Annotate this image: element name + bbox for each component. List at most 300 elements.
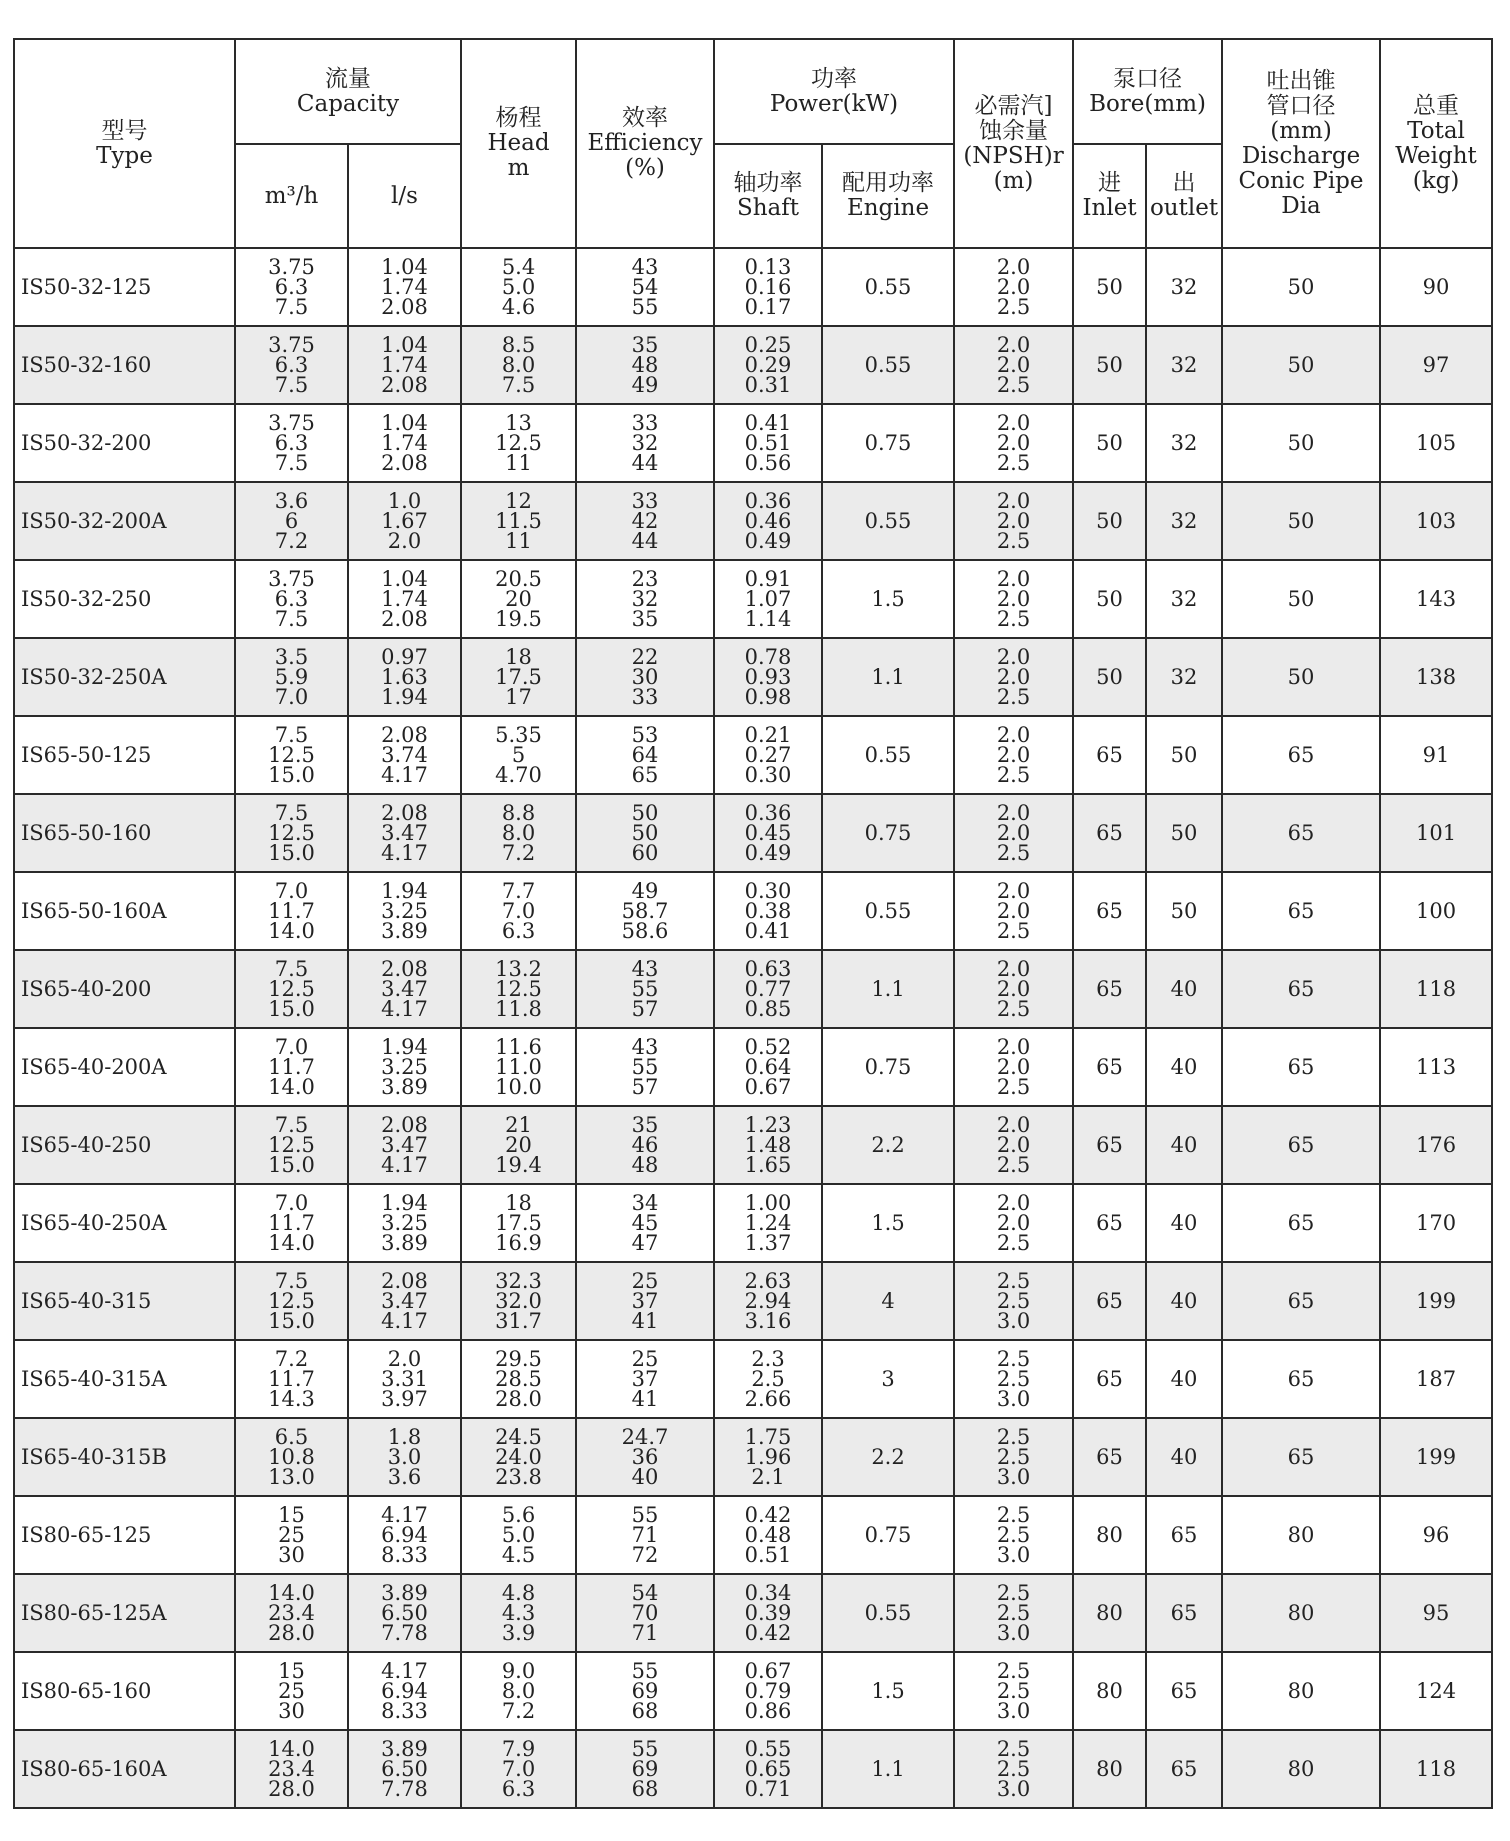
cell-capacity-ls-value: 3.6 [387, 1465, 422, 1489]
cell-npsh [954, 1418, 1073, 1496]
cell-capacity-ls-value: 2.08 [381, 373, 428, 397]
header-capacity-m3h: m³/h [235, 144, 348, 248]
cell-type: IS65-50-125 [14, 716, 235, 794]
cell-efficiency-value: 32 [631, 431, 659, 455]
cell-head-value: 8.8 [501, 801, 536, 825]
cell-inlet: 65 [1073, 950, 1146, 1028]
cell-efficiency [576, 1418, 714, 1496]
cell-npsh-value: 2.0 [996, 1055, 1031, 1079]
cell-head [461, 950, 576, 1028]
cell-capacity-ls [348, 1652, 461, 1730]
cell-npsh [954, 794, 1073, 872]
cell-outlet: 32 [1146, 248, 1222, 326]
cell-npsh [954, 1340, 1073, 1418]
cell-type: IS65-40-315 [14, 1262, 235, 1340]
table-row [14, 1730, 1492, 1808]
cell-head-value: 12.5 [495, 977, 542, 1001]
cell-capacity-m3h-value: 7.5 [274, 373, 309, 397]
cell-npsh [954, 248, 1073, 326]
cell-efficiency [576, 872, 714, 950]
cell-shaft-power-value: 1.24 [744, 1211, 792, 1235]
cell-capacity-m3h-value: 15.0 [268, 763, 315, 787]
cell-shaft-power-value: 0.36 [744, 489, 792, 513]
cell-efficiency-value: 35 [631, 607, 659, 631]
cell-shaft-power-value: 1.23 [744, 1113, 792, 1137]
cell-capacity-ls-value: 1.74 [381, 275, 428, 299]
cell-capacity-m3h-value: 7.5 [274, 723, 309, 747]
header-head: 杨程 Head m [461, 39, 576, 248]
cell-npsh-value: 2.0 [996, 353, 1031, 377]
cell-shaft-power [714, 560, 822, 638]
cell-inlet: 50 [1073, 482, 1146, 560]
cell-npsh-value: 2.0 [996, 743, 1031, 767]
cell-head [461, 872, 576, 950]
cell-shaft-power [714, 1262, 822, 1340]
cell-capacity-m3h-value: 30 [278, 1699, 305, 1723]
cell-capacity-m3h-value: 12.5 [268, 1133, 315, 1157]
cell-capacity-m3h-value: 7.5 [274, 957, 309, 981]
cell-engine-power: 1.5 [822, 560, 954, 638]
cell-head-value: 5.6 [501, 1503, 536, 1527]
cell-capacity-ls-value: 2.08 [381, 1113, 428, 1137]
cell-weight: 143 [1380, 560, 1492, 638]
cell-outlet: 65 [1146, 1574, 1222, 1652]
cell-npsh-value: 2.5 [996, 607, 1031, 631]
cell-shaft-power [714, 1106, 822, 1184]
header-type: 型号 Type [14, 39, 235, 248]
cell-capacity-ls [348, 326, 461, 404]
cell-efficiency-value: 71 [631, 1523, 659, 1547]
cell-shaft-power-value: 0.79 [744, 1679, 792, 1703]
cell-capacity-ls [348, 560, 461, 638]
cell-efficiency-value: 32 [631, 587, 659, 611]
cell-inlet: 65 [1073, 1262, 1146, 1340]
cell-capacity-m3h-value: 12.5 [268, 1289, 315, 1313]
cell-capacity-m3h-value: 7.5 [274, 801, 309, 825]
cell-discharge: 50 [1222, 482, 1380, 560]
cell-shaft-power-value: 0.85 [744, 997, 792, 1021]
cell-discharge: 80 [1222, 1496, 1380, 1574]
cell-head-value: 7.0 [501, 1757, 536, 1781]
table-row [14, 326, 1492, 404]
cell-engine-power: 0.55 [822, 1574, 954, 1652]
cell-type: IS50-32-200 [14, 404, 235, 482]
header-capacity: 流量 Capacity [235, 39, 461, 144]
cell-discharge: 50 [1222, 326, 1380, 404]
table-row [14, 404, 1492, 482]
cell-efficiency-value: 36 [631, 1445, 659, 1469]
cell-shaft-power-value: 0.17 [744, 295, 792, 319]
cell-efficiency-value: 57 [631, 997, 659, 1021]
cell-engine-power: 0.75 [822, 794, 954, 872]
cell-efficiency-value: 68 [631, 1777, 659, 1801]
table-row [14, 1340, 1492, 1418]
cell-type: IS65-40-250A [14, 1184, 235, 1262]
cell-npsh-value: 2.5 [996, 919, 1031, 943]
cell-head-value: 7.2 [501, 1699, 536, 1723]
cell-npsh-value: 2.5 [996, 1153, 1031, 1177]
cell-outlet: 50 [1146, 716, 1222, 794]
table-row [14, 794, 1492, 872]
cell-efficiency [576, 1340, 714, 1418]
cell-capacity-m3h [235, 1340, 348, 1418]
cell-capacity-m3h-value: 14.0 [268, 1737, 315, 1761]
cell-outlet: 40 [1146, 950, 1222, 1028]
cell-capacity-ls-value: 8.33 [381, 1699, 428, 1723]
cell-weight: 95 [1380, 1574, 1492, 1652]
cell-capacity-ls-value: 6.94 [381, 1679, 428, 1703]
cell-shaft-power-value: 2.63 [744, 1269, 792, 1293]
cell-shaft-power-value: 0.34 [744, 1581, 792, 1605]
cell-npsh [954, 404, 1073, 482]
cell-capacity-ls-value: 1.94 [381, 1035, 428, 1059]
cell-capacity-ls-value: 4.17 [381, 1659, 428, 1683]
cell-capacity-m3h-value: 7.5 [274, 1113, 309, 1137]
cell-inlet: 65 [1073, 1340, 1146, 1418]
header-npsh: 必需汽] 蚀余量 (NPSH)r (m) [954, 39, 1073, 248]
cell-weight: 187 [1380, 1340, 1492, 1418]
table-row [14, 1106, 1492, 1184]
cell-outlet: 40 [1146, 1262, 1222, 1340]
cell-capacity-ls-value: 1.63 [381, 665, 428, 689]
cell-capacity-m3h [235, 482, 348, 560]
cell-discharge: 65 [1222, 872, 1380, 950]
cell-efficiency-value: 34 [631, 1191, 659, 1215]
cell-shaft-power-value: 0.45 [744, 821, 792, 845]
cell-efficiency [576, 326, 714, 404]
table-body [14, 248, 1492, 1808]
cell-npsh-value: 2.5 [996, 529, 1031, 553]
cell-efficiency-value: 58.7 [621, 899, 669, 923]
cell-capacity-ls-value: 4.17 [381, 841, 428, 865]
cell-capacity-m3h-value: 12.5 [268, 743, 315, 767]
cell-head-value: 7.7 [501, 879, 536, 903]
cell-head-value: 5.0 [501, 1523, 536, 1547]
cell-efficiency-value: 35 [631, 333, 659, 357]
cell-engine-power: 0.55 [822, 716, 954, 794]
cell-shaft-power-value: 0.46 [744, 509, 792, 533]
cell-weight: 176 [1380, 1106, 1492, 1184]
cell-capacity-ls-value: 1.04 [381, 411, 428, 435]
cell-head-value: 20 [505, 1133, 532, 1157]
header-bore: 泵口径 Bore(mm) [1073, 39, 1222, 144]
cell-head-value: 13 [505, 411, 532, 435]
cell-capacity-m3h-value: 3.6 [274, 489, 309, 513]
cell-npsh [954, 638, 1073, 716]
cell-capacity-ls-value: 1.94 [381, 879, 428, 903]
cell-shaft-power [714, 1340, 822, 1418]
cell-head-value: 9.0 [501, 1659, 536, 1683]
cell-capacity-ls-value: 3.25 [381, 899, 428, 923]
cell-head [461, 638, 576, 716]
cell-capacity-m3h [235, 1652, 348, 1730]
cell-inlet: 80 [1073, 1496, 1146, 1574]
cell-npsh-value: 2.5 [996, 1347, 1031, 1371]
cell-head-value: 19.4 [495, 1153, 542, 1177]
cell-outlet: 32 [1146, 482, 1222, 560]
cell-npsh-value: 2.5 [996, 451, 1031, 475]
cell-shaft-power-value: 0.42 [744, 1503, 792, 1527]
cell-shaft-power-value: 0.38 [744, 899, 792, 923]
cell-shaft-power [714, 326, 822, 404]
table-row [14, 1184, 1492, 1262]
cell-npsh-value: 2.5 [996, 1581, 1031, 1605]
cell-capacity-ls [348, 1730, 461, 1808]
cell-capacity-m3h-value: 7.0 [274, 685, 309, 709]
cell-shaft-power-value: 1.75 [744, 1425, 792, 1449]
cell-npsh-value: 2.5 [996, 1075, 1031, 1099]
cell-head-value: 11.0 [495, 1055, 542, 1079]
cell-engine-power: 2.2 [822, 1418, 954, 1496]
cell-npsh [954, 1652, 1073, 1730]
cell-outlet: 40 [1146, 1106, 1222, 1184]
cell-outlet: 65 [1146, 1496, 1222, 1574]
cell-efficiency [576, 1106, 714, 1184]
cell-capacity-ls-value: 3.89 [381, 919, 428, 943]
cell-shaft-power [714, 1418, 822, 1496]
cell-weight: 91 [1380, 716, 1492, 794]
cell-efficiency [576, 794, 714, 872]
cell-discharge: 80 [1222, 1730, 1380, 1808]
cell-npsh-value: 2.0 [996, 957, 1031, 981]
table-row [14, 248, 1492, 326]
cell-head-value: 7.9 [501, 1737, 536, 1761]
cell-npsh-value: 2.5 [996, 841, 1031, 865]
cell-shaft-power [714, 950, 822, 1028]
cell-head [461, 1652, 576, 1730]
cell-capacity-ls-value: 2.08 [381, 295, 428, 319]
cell-capacity-ls [348, 482, 461, 560]
cell-engine-power: 1.5 [822, 1652, 954, 1730]
cell-discharge: 65 [1222, 950, 1380, 1028]
cell-capacity-m3h-value: 15 [278, 1659, 305, 1683]
cell-capacity-m3h-value: 15.0 [268, 1153, 315, 1177]
cell-type: IS65-40-315A [14, 1340, 235, 1418]
cell-outlet: 40 [1146, 1418, 1222, 1496]
cell-npsh-value: 2.5 [996, 685, 1031, 709]
cell-inlet: 65 [1073, 1028, 1146, 1106]
cell-inlet: 50 [1073, 404, 1146, 482]
cell-capacity-m3h-value: 11.7 [268, 1367, 315, 1391]
cell-capacity-m3h [235, 1496, 348, 1574]
cell-engine-power: 0.75 [822, 1496, 954, 1574]
cell-capacity-ls-value: 1.74 [381, 431, 428, 455]
cell-npsh-value: 2.5 [996, 1231, 1031, 1255]
cell-head-value: 12.5 [495, 431, 542, 455]
cell-shaft-power-value: 2.3 [751, 1347, 785, 1371]
cell-head [461, 1106, 576, 1184]
cell-efficiency-value: 30 [631, 665, 659, 689]
cell-inlet: 50 [1073, 560, 1146, 638]
cell-head [461, 1730, 576, 1808]
cell-capacity-m3h-value: 7.0 [274, 879, 309, 903]
cell-efficiency-value: 24.7 [621, 1425, 669, 1449]
cell-weight: 124 [1380, 1652, 1492, 1730]
cell-efficiency-value: 37 [631, 1289, 659, 1313]
cell-type: IS65-50-160 [14, 794, 235, 872]
cell-capacity-m3h-value: 14.0 [268, 1231, 315, 1255]
cell-head-value: 24.5 [495, 1425, 542, 1449]
cell-efficiency-value: 43 [631, 957, 659, 981]
cell-head [461, 1262, 576, 1340]
cell-efficiency-value: 57 [631, 1075, 659, 1099]
cell-efficiency-value: 43 [631, 255, 659, 279]
cell-head-value: 7.2 [501, 841, 536, 865]
cell-type: IS50-32-250A [14, 638, 235, 716]
cell-npsh-value: 2.5 [996, 1503, 1031, 1527]
cell-capacity-m3h-value: 11.7 [268, 1211, 315, 1235]
cell-shaft-power [714, 1652, 822, 1730]
cell-head-value: 11.5 [495, 509, 542, 533]
cell-capacity-ls [348, 1574, 461, 1652]
cell-head-value: 32.0 [495, 1289, 542, 1313]
cell-head-value: 4.8 [501, 1581, 536, 1605]
cell-capacity-m3h [235, 326, 348, 404]
cell-efficiency [576, 1574, 714, 1652]
cell-shaft-power [714, 1028, 822, 1106]
cell-efficiency [576, 248, 714, 326]
cell-npsh [954, 1730, 1073, 1808]
cell-shaft-power-value: 0.36 [744, 801, 792, 825]
cell-inlet: 65 [1073, 1184, 1146, 1262]
cell-head-value: 11 [505, 529, 532, 553]
cell-capacity-ls-value: 3.47 [381, 1133, 428, 1157]
cell-weight: 118 [1380, 1730, 1492, 1808]
cell-capacity-ls-value: 3.25 [381, 1055, 428, 1079]
cell-head-value: 17 [505, 685, 532, 709]
cell-efficiency-value: 40 [631, 1465, 659, 1489]
cell-shaft-power-value: 0.71 [744, 1777, 792, 1801]
cell-capacity-m3h-value: 7.5 [274, 1269, 309, 1293]
cell-npsh [954, 872, 1073, 950]
cell-npsh-value: 2.0 [996, 1113, 1031, 1137]
cell-efficiency-value: 47 [631, 1231, 659, 1255]
cell-capacity-m3h [235, 794, 348, 872]
header-power: 功率 Power(kW) [714, 39, 954, 144]
cell-head-value: 4.3 [501, 1601, 536, 1625]
cell-engine-power: 3 [822, 1340, 954, 1418]
cell-npsh-value: 2.0 [996, 723, 1031, 747]
cell-capacity-m3h-value: 7.5 [274, 607, 309, 631]
cell-capacity-m3h-value: 12.5 [268, 821, 315, 845]
cell-shaft-power-value: 1.00 [744, 1191, 792, 1215]
cell-efficiency-value: 35 [631, 1113, 659, 1137]
cell-capacity-m3h [235, 1418, 348, 1496]
cell-type: IS65-50-160A [14, 872, 235, 950]
cell-npsh-value: 2.5 [996, 1679, 1031, 1703]
cell-efficiency-value: 37 [631, 1367, 659, 1391]
cell-npsh-value: 2.5 [996, 1659, 1031, 1683]
cell-head-value: 20 [505, 587, 532, 611]
cell-head-value: 24.0 [495, 1445, 542, 1469]
cell-head-value: 23.8 [495, 1465, 542, 1489]
cell-capacity-ls-value: 2.08 [381, 957, 428, 981]
cell-capacity-ls-value: 1.74 [381, 587, 428, 611]
cell-efficiency-value: 55 [631, 1055, 659, 1079]
cell-efficiency-value: 69 [631, 1757, 659, 1781]
cell-engine-power: 0.55 [822, 482, 954, 560]
cell-inlet: 80 [1073, 1730, 1146, 1808]
cell-efficiency-value: 46 [631, 1133, 659, 1157]
cell-capacity-m3h [235, 248, 348, 326]
cell-capacity-ls-value: 0.97 [381, 645, 428, 669]
cell-inlet: 65 [1073, 1418, 1146, 1496]
cell-inlet: 80 [1073, 1574, 1146, 1652]
cell-shaft-power-value: 0.39 [744, 1601, 792, 1625]
cell-outlet: 32 [1146, 326, 1222, 404]
cell-weight: 113 [1380, 1028, 1492, 1106]
cell-capacity-m3h-value: 15 [278, 1503, 305, 1527]
cell-npsh-value: 3.0 [996, 1543, 1031, 1567]
cell-capacity-m3h-value: 7.5 [274, 295, 309, 319]
cell-engine-power: 1.5 [822, 1184, 954, 1262]
cell-capacity-ls-value: 3.47 [381, 1289, 428, 1313]
cell-npsh-value: 2.0 [996, 1211, 1031, 1235]
cell-head-value: 12 [505, 489, 532, 513]
cell-capacity-ls-value: 1.94 [381, 685, 428, 709]
cell-efficiency-value: 55 [631, 1659, 659, 1683]
cell-engine-power: 0.75 [822, 1028, 954, 1106]
table-row [14, 638, 1492, 716]
cell-head [461, 560, 576, 638]
cell-capacity-ls [348, 1418, 461, 1496]
table-header [14, 39, 1492, 248]
cell-npsh-value: 2.0 [996, 821, 1031, 845]
table-row [14, 716, 1492, 794]
cell-engine-power: 1.1 [822, 1730, 954, 1808]
cell-npsh-value: 2.0 [996, 587, 1031, 611]
cell-capacity-m3h [235, 404, 348, 482]
cell-head-value: 5 [511, 743, 526, 767]
cell-capacity-m3h-value: 7.0 [274, 1035, 309, 1059]
cell-npsh-value: 2.0 [996, 411, 1031, 435]
cell-capacity-ls-value: 2.0 [387, 529, 422, 553]
cell-npsh-value: 2.0 [996, 899, 1031, 923]
cell-head-value: 5.0 [501, 275, 536, 299]
cell-shaft-power-value: 0.77 [744, 977, 792, 1001]
cell-inlet: 65 [1073, 872, 1146, 950]
cell-capacity-m3h-value: 12.5 [268, 977, 315, 1001]
cell-capacity-ls-value: 7.78 [381, 1777, 428, 1801]
cell-npsh-value: 2.0 [996, 801, 1031, 825]
cell-npsh [954, 1106, 1073, 1184]
cell-npsh-value: 3.0 [996, 1465, 1031, 1489]
cell-capacity-m3h-value: 14.3 [268, 1387, 315, 1411]
header-weight: 总重 Total Weight (kg) [1380, 39, 1492, 248]
cell-discharge: 80 [1222, 1574, 1380, 1652]
cell-type: IS50-32-200A [14, 482, 235, 560]
cell-capacity-ls-value: 2.08 [381, 1269, 428, 1293]
cell-capacity-m3h-value: 30 [278, 1543, 305, 1567]
cell-engine-power: 1.1 [822, 638, 954, 716]
cell-npsh-value: 3.0 [996, 1387, 1031, 1411]
cell-capacity-ls-value: 4.17 [381, 1153, 428, 1177]
cell-efficiency-value: 69 [631, 1679, 659, 1703]
cell-efficiency-value: 60 [631, 841, 659, 865]
cell-efficiency-value: 55 [631, 295, 659, 319]
cell-capacity-ls [348, 1028, 461, 1106]
cell-head-value: 28.0 [495, 1387, 542, 1411]
cell-capacity-ls [348, 950, 461, 1028]
cell-npsh [954, 1184, 1073, 1262]
cell-capacity-ls-value: 3.74 [381, 743, 428, 767]
cell-shaft-power-value: 1.07 [744, 587, 792, 611]
cell-capacity-m3h-value: 3.5 [274, 645, 309, 669]
cell-shaft-power [714, 1184, 822, 1262]
cell-shaft-power [714, 1730, 822, 1808]
cell-capacity-m3h-value: 3.75 [268, 411, 315, 435]
cell-efficiency [576, 1496, 714, 1574]
